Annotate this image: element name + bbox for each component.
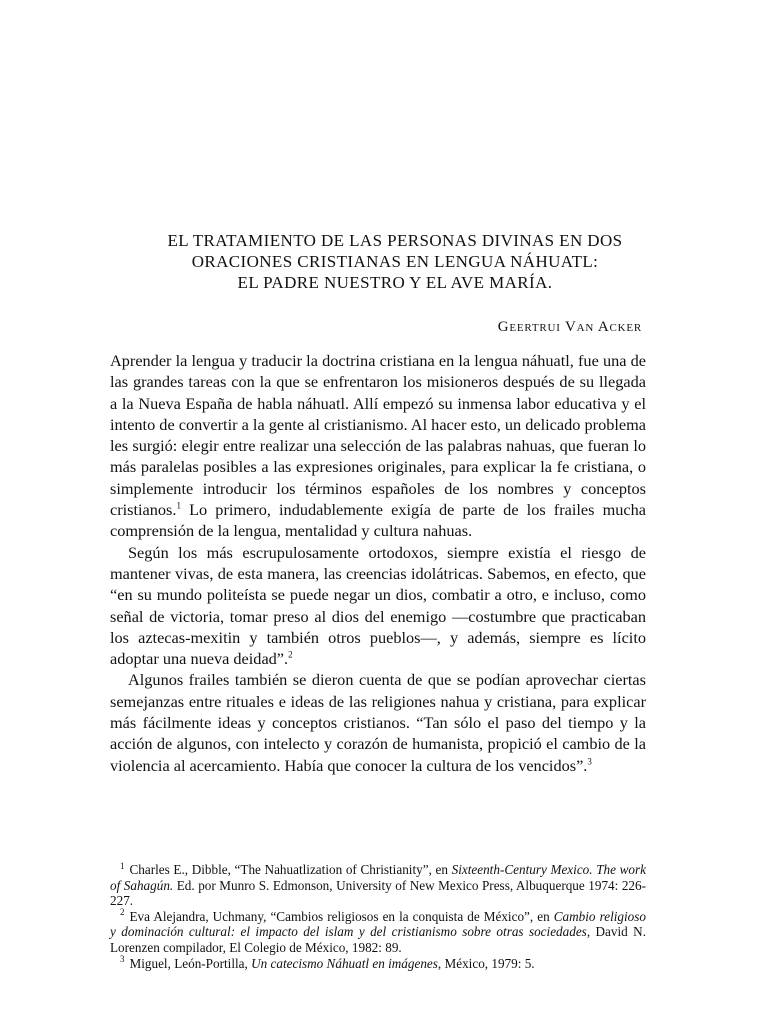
footnote-3-number: 3 xyxy=(120,954,125,965)
footnote-2-pre: Eva Alejandra, Uchmany, “Cambios religiosos en la conquista de México”, en xyxy=(129,908,554,924)
footnote-1-number: 1 xyxy=(120,860,125,871)
footnote-ref-2: 2 xyxy=(288,649,293,660)
paragraph-2 xyxy=(110,542,646,670)
paragraph-2-text: Según los más escrupulosamente ortodoxos, siempre existía el riesgo de mantener vivas, de esta manera, las creencias idolátricas. Sabemos, en efecto, que “en su mundo politeísta se puede negar un dios, combatir a otro, e incluso, como señal de victoria, tomar preso al dios del enemigo —costumbre que practicaban los aztecas-mexitin y también otros pueblos—, y además, siempre es lícito adoptar una nueva deidad”. xyxy=(110,542,646,669)
footnote-ref-3: 3 xyxy=(587,756,592,767)
footnote-1-pre: Charles E., Dibble, “The Nahuatlization of Christianity”, en xyxy=(129,862,452,877)
author-name: Geertrui Van Acker xyxy=(497,319,642,335)
paragraph-3-text: Algunos frailes también se dieron cuenta de que se podían aprovechar ciertas semejanzas entre rituales e ideas de las religiones nahua y cristiana, para explicar más fácilmente ideas y conceptos cristianos. “Tan sólo el paso del tiempo y la acción de algunos, con intelecto y corazón de humanista, propició el cambio de la violencia al acercamiento. Había que conocer la cultura de los vencidos”. xyxy=(110,670,646,775)
footnote-1-italic: Sixteenth-Century Mexico. The work of Sahagún. xyxy=(110,862,647,893)
footnote-ref-1: 1 xyxy=(176,500,181,511)
footnote-2-italic: Cambio religioso y dominación cultural: el impacto del islam y del cristianismo sobre otras sociedades, xyxy=(110,908,646,940)
footnote-3 xyxy=(110,956,646,972)
article-title xyxy=(90,230,700,293)
footnote-3-italic: Un catecismo Náhuatl en imágenes, xyxy=(251,955,442,971)
footnote-3-pre: Miguel, León-Portilla, xyxy=(129,955,252,971)
footnotes xyxy=(110,862,646,971)
paragraph-1-text-b: Lo primero, indudablemente exigía de parte de los frailes mucha comprensión de la lengua, mentalidad y cultura nahuas. xyxy=(110,500,646,541)
paragraph-1 xyxy=(110,350,646,542)
paragraph-1-text-a: Aprender la lengua y traducir la doctrina cristiana en la lengua náhuatl, fue una de las grandes tareas con la que se enfrentaron los misioneros después de su llegada a la Nueva España de habla náhuatl. Allí empezó su inmensa labor educativa y el intento de convertir a la gente al cristianismo. Al hacer esto, un delicado problema les surgió: elegir entre realizar una selección de las palabras nahuas, que fueran lo más paralelas posibles a las expresiones originales, para explicar la fe cristiana, o simplemente introducir los términos españoles de los nombres y conceptos cristianos. xyxy=(110,351,646,520)
footnote-2-number: 2 xyxy=(120,907,125,918)
title-line-1: EL TRATAMIENTO DE LAS PERSONAS DIVINAS EN DOS xyxy=(167,231,623,250)
paragraph-3 xyxy=(110,669,646,775)
title-line-3: EL PADRE NUESTRO Y EL AVE MARÍA. xyxy=(237,273,553,292)
article-body xyxy=(110,350,646,776)
footnote-1 xyxy=(110,862,646,909)
footnote-3-post: México, 1979: 5. xyxy=(441,955,535,971)
title-line-2: ORACIONES CRISTIANAS EN LENGUA NÁHUATL: xyxy=(191,252,599,271)
footnote-2 xyxy=(110,909,646,956)
footnote-1-post: Ed. por Munro S. Edmonson, University of New Mexico Press, Albuquerque 1974: 226-227. xyxy=(110,877,646,909)
footnote-2-post: David N. Lorenzen compilador, El Colegio de México, 1982: 89. xyxy=(110,924,646,955)
